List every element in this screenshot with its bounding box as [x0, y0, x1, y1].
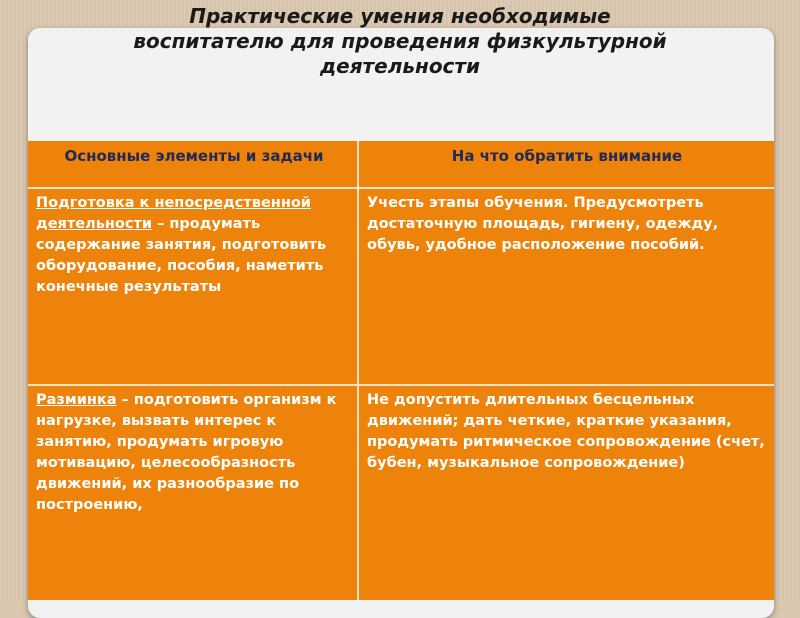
content-table — [28, 141, 774, 600]
table-cell-attention: Не допустить длительных бесцельных движений; дать четкие, краткие указания, продумать ритмическое сопровождение (счет, бубен, музыкальное сопровождение) — [367, 392, 765, 471]
task-term: Подготовка к непосредственной деятельности — [36, 195, 311, 232]
column-header-attention: На что обратить внимание — [451, 147, 683, 165]
table-cell-task — [28, 386, 358, 516]
task-description: – подготовить организм к нагрузке, вызвать интерес к занятию, продумать игровую мотивацию, целесообразность движений, их разнообразие по построению, — [36, 392, 337, 513]
slide-title: Практические умения необходимые воспитателю для проведения физкультурной деятельности — [133, 4, 667, 78]
table-cell-attention: Учесть этапы обучения. Предусмотреть достаточную площадь, гигиену, одежду, обувь, удобное расположение пособий. — [367, 195, 719, 253]
table-cell-task — [28, 189, 358, 298]
task-description: – продумать содержание занятия, подготовить оборудование, пособия, наметить конечные результаты — [36, 216, 327, 295]
task-term: Разминка — [36, 392, 117, 408]
column-header-elements: Основные элементы и задачи — [64, 147, 324, 165]
